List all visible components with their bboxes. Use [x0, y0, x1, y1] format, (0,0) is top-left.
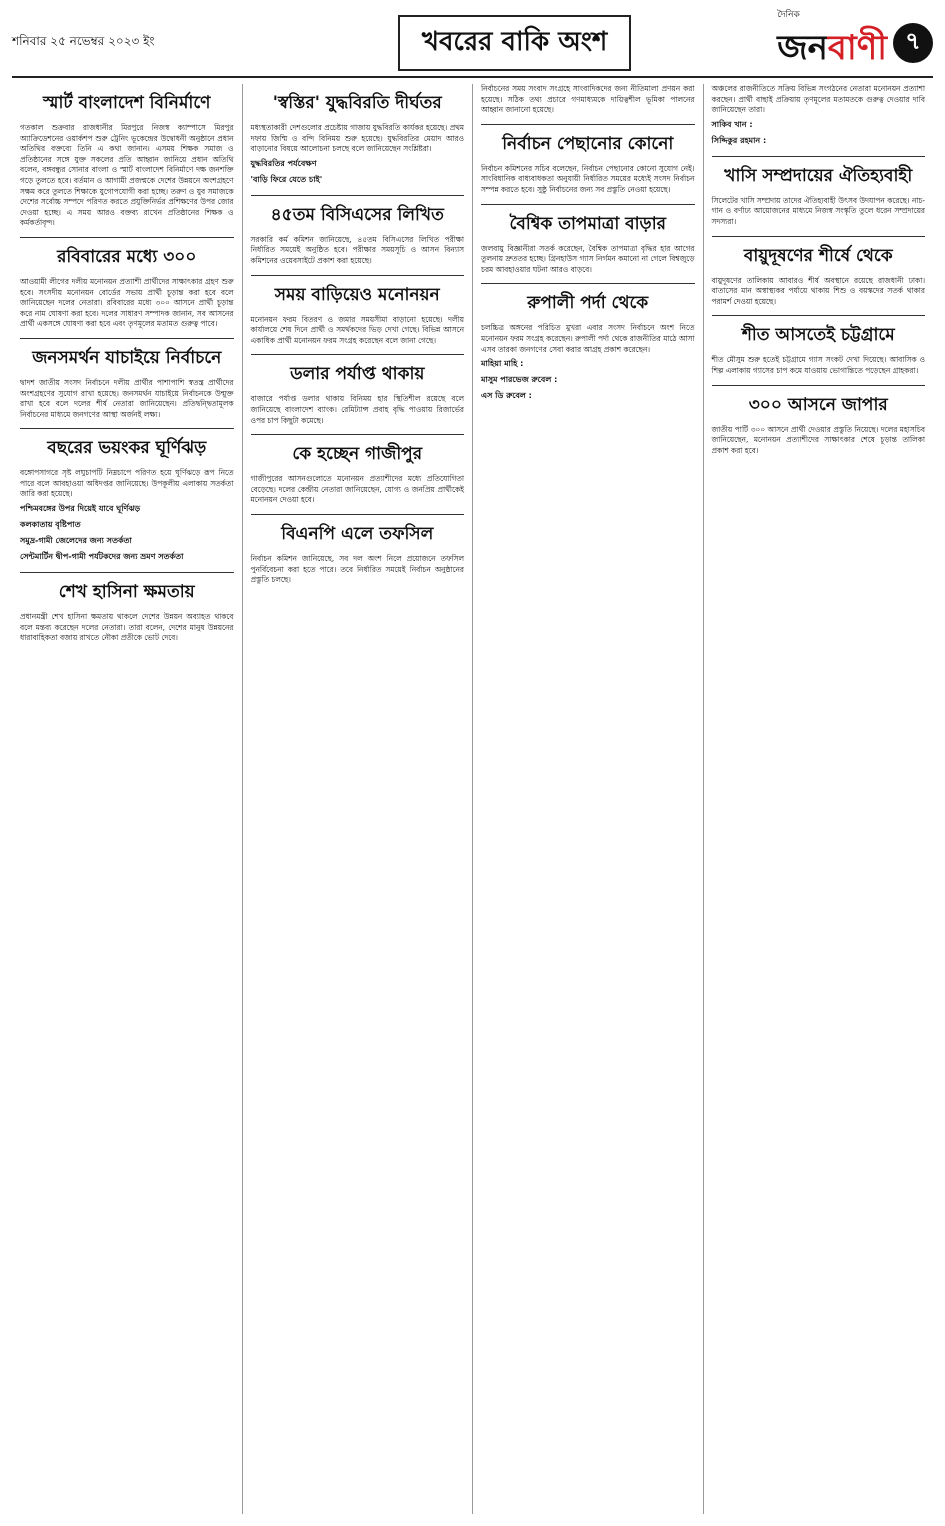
article-body: নির্বাচনের সময় সংবাদ সংগ্রহে সাংবাদিকদের জন্য নীতিমালা প্রণয়ন করা হয়েছে। সঠিক তথ্য প্রচারে গণমাধ্যমকে দায়িত্বশীল ভূমিকা পালনের আহ্বান জানানো হয়েছে।: [481, 84, 695, 115]
article: [481, 204, 695, 276]
brand-name-part1: জন: [777, 28, 828, 68]
article: [481, 283, 695, 403]
article-headline: সময় বাড়িয়েও মনোনয়ন: [251, 275, 465, 315]
article: [20, 572, 234, 644]
article-headline: বছরের ভয়ংকর ঘূর্ণিঝড়: [20, 428, 234, 468]
article: [251, 514, 465, 586]
article: [481, 124, 695, 196]
column-1: [12, 84, 243, 1514]
article-subhead: যুদ্ধবিরতির পর্যবেক্ষণ: [250, 158, 317, 168]
article-headline: রবিবারের মধ্যে ৩০০: [20, 237, 234, 277]
brand-name: [777, 22, 887, 79]
section-title: খবরের বাকি অংশ: [398, 15, 631, 71]
article-body: গাজীপুরের আসনগুলোতে মনোনয়ন প্রত্যাশীদের মধ্যে প্রতিযোগিতা বেড়েছে। দলের কেন্দ্রীয় নেতারা জানিয়েছেন, যোগ্য ও জনপ্রিয় প্রার্থীকেই মনোনয়ন দেওয়া হবে।: [250, 474, 464, 505]
brand-daily-label: দৈনিক: [777, 10, 800, 20]
page-number: ৭: [893, 23, 933, 63]
article-body: বাজারে পর্যাপ্ত ডলার থাকায় বিনিময় হার স্থিতিশীল রয়েছে বলে জানিয়েছে বাংলাদেশ ব্যাংক। রেমিট্যান্স প্রবাহ বৃদ্ধি পাওয়ায় রিজার্ভের ওপর চাপ কিছুটা কমেছে।: [250, 394, 464, 425]
article-headline: জনসমর্থন যাচাইয়ে নির্বাচনে: [20, 338, 234, 378]
article-subhead: পশ্চিমবঙ্গের উপর দিয়েই যাবে ঘূর্ণিঝড়: [20, 504, 141, 514]
article-headline: বায়ুদূষণের শীর্ষে থেকে: [712, 236, 926, 276]
article-subhead: এস ডি রুবেল :: [481, 391, 532, 401]
article-subhead: সিদ্দিকুর রহমান :: [711, 135, 767, 145]
article-body: দ্বাদশ জাতীয় সংসদ নির্বাচনে দলীয় প্রার্থীর পাশাপাশি স্বতন্ত্র প্রার্থীদের অংশগ্রহণের সুযোগ রাখা হয়েছে। জনসমর্থন যাচাইয়ে নির্বাচনকে উন্মুক্ত রাখা হবে বলে দলের শীর্ষ নেতারা জানিয়েছেন। প্রতিদ্বন্দ্বিতামূলক নির্বাচনের মাধ্যমে জনগণের আস্থা অর্জনই লক্ষ্য।: [20, 377, 234, 419]
masthead-logo: [777, 7, 933, 79]
article-subhead: কলকাতায় বৃষ্টিপাত: [20, 520, 81, 530]
article-body: গতকাল শুক্রবার রাজধানীর মিরপুরে নিজস্ব ক্যাম্পাসে মিরপুর অ্যাক্রিডেশনের ওয়ার্কশপ শুরু ট্রেনিং ভূকেন্দ্রের উদ্বোধনী অনুষ্ঠানে প্রধান অতিথির বক্তব্যে তিনি এ কথা জানান। এসময় শিক্ষক সমাজ ও প্রতিষ্ঠানের সঙ্গে যুক্ত সকলের প্রতি আহ্বান জানিয়ে প্রধান অতিথি বলেন, বঙ্গবন্ধুর সোনার বাংলা ও স্মার্ট বাংলাদেশ বিনির্মাণে দক্ষ জনশক্তি গড়ে তুলতে হবে। বর্তমান ও আগামী প্রজন্মকে দেশের উন্নয়নে অংশগ্রহণে সক্ষম করে তুলতে শিক্ষাকে যুগোপযোগী করা হচ্ছে। তরুণ ও যুব সমাজকে দেশের সর্বোচ্চ সম্পদে পরিণত করতে প্রযুক্তিনির্ভর প্রশিক্ষণের উপর জোর দেওয়া হচ্ছে। এ সময় আরও বক্তব্য রাখেন প্রতিষ্ঠানের শিক্ষক ও কর্মকর্তাবৃন্দ।: [20, 123, 234, 228]
article: [20, 338, 234, 420]
article: [251, 84, 465, 187]
article-headline: স্মার্ট বাংলাদেশ বিনির্মাণে: [43, 93, 211, 113]
article-body: প্রধানমন্ত্রী শেখ হাসিনা ক্ষমতায় থাকলে দেশের উন্নয়ন অব্যাহত থাকবে বলে মন্তব্য করেছেন দলের নেতারা। তারা বলেন, দেশের মানুষ উন্নয়নের ধারাবাহিকতা বজায় রাখতে নৌকা প্রতীকে ভোট দেবে।: [20, 612, 234, 643]
article-body: জলবায়ু বিজ্ঞানীরা সতর্ক করেছেন, বৈশ্বিক তাপমাত্রা বৃদ্ধির হার আগের তুলনায় দ্রুততর হচ্ছে। গ্রিনহাউস গ্যাস নির্গমন কমানো না গেলে বিশ্বজুড়ে চরম আবহাওয়ার ঘটনা আরও বাড়বে।: [481, 243, 695, 274]
article: [251, 275, 465, 347]
article: [20, 428, 234, 564]
article-headline: নির্বাচন পেছানোর কোনো: [481, 124, 695, 164]
article-headline: বৈশ্বিক তাপমাত্রা বাড়ার: [481, 204, 695, 244]
article-headline: রুপালী পর্দা থেকে: [481, 283, 695, 323]
article-headline: শীত আসতেই চট্টগ্রামে: [712, 315, 926, 355]
article-body: আওয়ামী লীগের দলীয় মনোনয়ন প্রত্যাশী প্রার্থীদের সাক্ষাৎকার গ্রহণ শুরু হবে। সংসদীয় মনোনয়ন বোর্ডের সভায় প্রার্থী চূড়ান্ত করা হবে বলে জানিয়েছেন দলের নেতারা। রবিবারের মধ্যে ৩০০ আসনে প্রার্থী চূড়ান্ত করে নাম ঘোষণা করা হবে। দলের সাধারণ সম্পাদক জানান, সব আসনের প্রার্থী একসঙ্গে ঘোষণা করা হবে এবং তৃণমূলের মতামত গুরুত্ব পাবে।: [20, 276, 234, 329]
article: [20, 237, 234, 330]
article-subhead: সাকিব খান :: [711, 119, 753, 129]
article-subhead: সমুদ্র-গামী জেলেদের জন্য সতর্কতা: [20, 536, 132, 546]
article-headline: বিএনপি এলে তফসিল: [251, 514, 465, 554]
article: [251, 434, 465, 506]
article-body: সিলেটের খাসি সম্প্রদায় তাদের ঐতিহ্যবাহী উৎসব উদযাপন করেছে। নাচ-গান ও বর্ণাঢ্য আয়োজনের মাধ্যমে নিজস্ব সংস্কৃতি তুলে ধরেন সম্প্রদায়ের সদস্যরা।: [711, 195, 925, 226]
page-header: [12, 10, 933, 78]
article: [251, 195, 465, 267]
article: [712, 236, 926, 308]
article-body: নির্বাচন কমিশন জানিয়েছে, সব দল অংশ নিলে প্রয়োজনে তফসিল পুনর্বিবেচনা করা হতে পারে। তবে নির্ধারিত সময়েই নির্বাচন অনুষ্ঠানের প্রস্তুতি চলছে।: [250, 553, 464, 585]
article-subhead: সেন্টমার্টিন দ্বীপ-গামী পর্যটকদের জন্য ভ্রমণ সতর্কতা: [20, 552, 184, 562]
article-body: বায়ুদূষণের তালিকায় আবারও শীর্ষ অবস্থানে রয়েছে রাজধানী ঢাকা। বাতাসের মান অস্বাস্থ্যকর পর্যায়ে থাকায় শিশু ও বয়স্কদের সতর্ক থাকার পরামর্শ দেওয়া হয়েছে।: [711, 275, 925, 306]
article-body: নির্বাচন কমিশনের সচিব বলেছেন, নির্বাচন পেছানোর কোনো সুযোগ নেই। সাংবিধানিক বাধ্যবাধকতা অনুযায়ী নির্ধারিত সময়ের মধ্যেই সংসদ নির্বাচন সম্পন্ন করতে হবে। সুষ্ঠু নির্বাচনের জন্য সব প্রস্তুতি নেওয়া হয়েছে।: [481, 163, 695, 194]
article: [712, 84, 926, 148]
article-body: বঙ্গোপসাগরে সৃষ্ট লঘুচাপটি নিম্নচাপে পরিণত হয়ে ঘূর্ণিঝড়ে রূপ নিতে পারে বলে আবহাওয়া অধিদপ্তর জানিয়েছে। উপকূলীয় এলাকায় সতর্কতা জারি করা হয়েছে।: [20, 468, 234, 499]
column-2: [243, 84, 474, 1514]
article: [712, 315, 926, 376]
article: [481, 84, 695, 116]
article: [251, 354, 465, 426]
article-subhead: 'বাড়ি ফিরে যেতে চাই': [250, 174, 323, 184]
article-body: চলচ্চিত্র অঙ্গনের পরিচিত মুখরা এবার সংসদ নির্বাচনে অংশ নিতে মনোনয়ন ফরম সংগ্রহ করেছেন। রুপালী পর্দা থেকে রাজনীতির মাঠে আসা এসব তারকা জনগণের সেবা করার আগ্রহ প্রকাশ করেছেন।: [481, 323, 695, 354]
article-subhead: মাসুম পারভেজ রুবেল :: [481, 375, 558, 385]
article-headline: কে হচ্ছেন গাজীপুর: [251, 434, 465, 474]
article-body: অঞ্চলের রাজনীতিতে সক্রিয় বিভিন্ন সংগঠনের নেতারা মনোনয়ন প্রত্যাশা করছেন। প্রার্থী বাছাই প্রক্রিয়ায় তৃণমূলের মতামতকে গুরুত্ব দেওয়ার দাবি জানিয়েছেন তারা।: [711, 84, 925, 115]
article: [712, 156, 926, 228]
article-headline: ৩০০ আসনে জাপার: [712, 385, 926, 425]
article-body: জাতীয় পার্টি ৩০০ আসনে প্রার্থী দেওয়ার প্রস্তুতি নিয়েছে। দলের মহাসচিব জানিয়েছেন, মনোনয়ন প্রত্যাশীদের সাক্ষাৎকার শেষে চূড়ান্ত তালিকা প্রকাশ করা হবে।: [711, 424, 925, 455]
article-body: মনোনয়ন ফরম বিতরণ ও জমার সময়সীমা বাড়ানো হয়েছে। দলীয় কার্যালয়ে শেষ দিনে প্রার্থী ও সমর্থকদের ভিড় দেখা গেছে। বিভিন্ন আসনে একাধিক প্রার্থী মনোনয়ন ফরম সংগ্রহ করেছেন বলে জানা গেছে।: [250, 314, 464, 345]
article-headline: 'স্বস্তির' যুদ্ধবিরতি দীর্ঘতর: [272, 93, 442, 113]
issue-date: শনিবার ২৫ নভেম্বর ২০২৩ ইং: [12, 34, 155, 48]
article-headline: শেখ হাসিনা ক্ষমতায়: [20, 572, 234, 612]
article: [20, 84, 234, 229]
article-body: মধ্যস্থতাকারী দেশগুলোর প্রচেষ্টায় গাজায় যুদ্ধবিরতি কার্যকর হয়েছে। প্রথম দফায় জিম্মি ও বন্দি বিনিময় শুরু হয়েছে। যুদ্ধবিরতির মেয়াদ আরও বাড়ানোর বিষয়ে আলোচনা চলছে বলে জানিয়েছেন সংশ্লিষ্টরা।: [250, 123, 464, 154]
article-headline: ডলার পর্যাপ্ত থাকায়: [251, 354, 465, 394]
column-3: [473, 84, 704, 1514]
article-subhead: মাহিয়া মাহি :: [481, 359, 524, 369]
column-4: [704, 84, 934, 1514]
brand-name-part2: বাণী: [827, 28, 887, 68]
article-columns: [12, 84, 933, 1514]
article-body: সরকারি কর্ম কমিশন জানিয়েছে, ৪৫তম বিসিএসের লিখিত পরীক্ষা নির্ধারিত সময়েই অনুষ্ঠিত হবে। পরীক্ষার সময়সূচি ও আসন বিন্যাস কমিশনের ওয়েবসাইটে প্রকাশ করা হয়েছে।: [250, 234, 464, 265]
article-body: শীত মৌসুম শুরু হতেই চট্টগ্রামে গ্যাস সংকট দেখা দিয়েছে। আবাসিক ও শিল্প এলাকায় গ্যাসের চাপ কমে যাওয়ায় ভোগান্তিতে পড়েছেন গ্রাহকরা।: [711, 355, 925, 375]
article: [712, 385, 926, 457]
article-headline: ৪৫তম বিসিএসের লিখিত: [251, 195, 465, 235]
article-headline: খাসি সম্প্রদায়ের ঐতিহ্যবাহী: [712, 156, 926, 196]
